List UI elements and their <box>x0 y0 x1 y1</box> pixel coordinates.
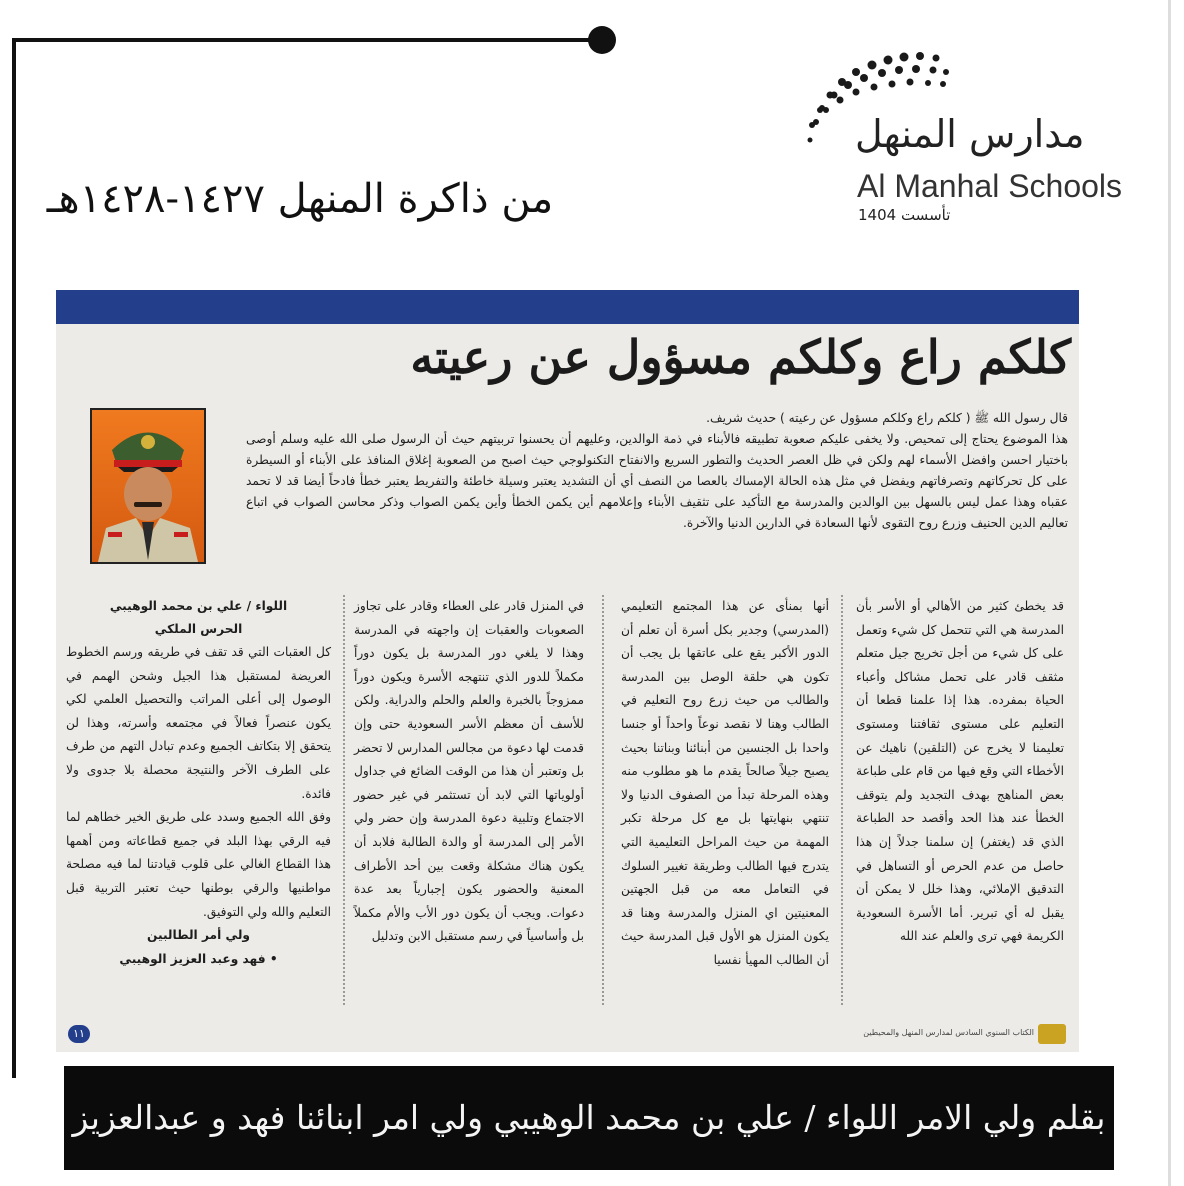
footer-logo-icon <box>1038 1024 1066 1044</box>
article-column-2 <box>621 595 829 973</box>
frame-dot <box>588 26 616 54</box>
author-portrait <box>90 408 206 564</box>
frame-line-right <box>1168 0 1171 1186</box>
article-column-4 <box>66 595 331 971</box>
column-text: وفق الله الجميع وسدد على طريق الخير خطاهم لما فيه الرقي بهذا البلد في جميع قطاعاته ومن أهمها هذا القطاع الغالي على قلوب قيادتنا لما فيه مصلحة مواطنيها والرقي بوطنها حيث تعتبر التربية قبل التعليم والله ولي التوفيق. <box>66 810 331 919</box>
article-intro <box>246 408 1068 534</box>
memory-title: من ذاكرة المنهل ١٤٢٧-١٤٢٨هـ <box>46 176 554 222</box>
page-number: ١١ <box>68 1025 90 1043</box>
newspaper-clipping <box>56 290 1079 1052</box>
logo-arabic-name: مدارس المنهل <box>855 112 1085 156</box>
frame-line-left <box>12 38 16 1078</box>
logo-english-name: Al Manhal Schools <box>857 168 1123 204</box>
article-column-3 <box>354 595 584 949</box>
column-text: كل العقبات التي قد تقف في طريقه ورسم الخطوط العريضة لمستقبل هذا الجيل وشحن الهمم في الوصول إلى أعلى المراتب والتحصيل العلمي لكي يكون عنصراً فعالاً في مجتمعه وأسرته، وهذا لن يتحقق إلا بتكاتف الجميع وعدم تبادل التهم من طرف على الطرف الآخر والنتيجة محصلة بلا جدوى ولا فائدة. <box>66 645 331 801</box>
author-name: اللواء / علي بن محمد الوهيبي <box>109 599 288 613</box>
caption-text: بقلم ولي الامر اللواء / علي بن محمد الوهيبي ولي امر ابنائنا فهد و عبدالعزيز <box>72 1098 1106 1137</box>
intro-line: قال رسول الله ﷺ ( كلكم راع وكلكم مسؤول عن رعيته ) حديث شريف. <box>706 411 1068 425</box>
column-text: في المنزل قادر على العطاء وقادر على تجاوز الصعوبات والعقبات إن واجهته في المدرسة وهذا لا يلغي دور المدرسة بل يكون دوراً مكملاً للدور الذي تنتهجه الأسرة ويكون دوراً ممزوجاً بالخبرة والعلم والحلم والدراية. ولكن للأسف أن معظم الأسر السعودية حتى وإن قدمت لها دعوة من مجالس المدارس لا تحضر بل وتعتبر أن هذا من الوقت الضائع في جداول أولوياتها التي لابد أن تستثمر في غير حضور الاجتماع وتلبية دعوة المدرسة وإن حضر ولي الأمر إلى المدرسة أو والدة الطالبة فلابد أن يكون هناك مشكلة وقعت بين أحد الأطراف المعنية والحضور يكون إجبارياً بعد عدة دعوات. ويجب أن يكون دور الأب والأم مكملاً بل وأساسياً في رسم مستقبل الابن وتدليل <box>354 599 584 944</box>
column-separator <box>602 595 604 1005</box>
signature-names: • فهد وعبد العزيز الوهيبي <box>119 951 278 966</box>
logo-established: تأسست 1404 <box>858 206 951 224</box>
column-text: أنها بمنأى عن هذا المجتمع التعليمي (المدرسي) وجدير بكل أسرة أن تعلم أن الدور الأكبر يقع على عاتقها بل يجب أن تكون هي حلقة الوصل بين المدرسة والطالب من حيث زرع روح التعليم في الطالب وهنا لا نقصد نوعاً واحداً أو جنسا واحدا بل الجنسين من أبنائنا وبناتنا بحيث يصبح جيلاً صالحاً يقدم ما هو مطلوب منه وهذه المرحلة تبدأ من الصفوف الدنيا ولا تنتهي بنهايتها بل مع كل مرحلة تكبر المهمة من حيث المراحل التعليمية التي يتدرج فيها الطالب وطريقة تغيير السلوك في التعامل معه من قبل الجهتين المعنيتين اي المنزل والمدرسة وهنا قد يكون المنزل هو الأول قبل المدرسة حيث أن الطالب المهيأ نفسيا <box>621 599 829 967</box>
column-text: قد يخطئ كثير من الأهالي أو الأسر بأن المدرسة هي التي تتحمل كل شيء وتعمل على كل شيء من أجل تخريج جيل متعلم مثقف قادر على تحمل مشاكل وأعباء الحياة بمفرده. هذا إذا علمنا قطعا أن التعليم على مستوى ثقافتنا ومستوى تعليمنا لا يخرج عن (التلقين) ناهيك عن الأخطاء التي وقع فيها من قام على طباعة بعض المناهج بهدف التجديد ولم يتوقف الخطأ عند هذا الحد وأقصد حد الطباعة الذي قد (يغتفر) إن سلمنا جدلاً إن هذا حاصل من عدم الحرص أو التساهل في التدقيق الإملائي، وهذا خلل لا يمكن أن يقبل له أي تبرير. أما الأسرة السعودية الكريمة فهي ترى والعلم عند الله <box>856 599 1064 944</box>
column-separator <box>841 595 843 1005</box>
article-headline: كلكم راع وكلكم مسؤول عن رعيته <box>410 330 1071 384</box>
frame-line-top <box>12 38 602 42</box>
signature-role: ولي أمر الطالبين <box>147 928 250 943</box>
officer-portrait-icon <box>92 410 204 562</box>
caption-bar <box>64 1066 1114 1170</box>
clipping-footer-text: الكتاب السنوي السادس لمدارس المنهل والمحيطين <box>863 1028 1034 1037</box>
column-separator <box>343 595 345 1005</box>
article-column-1 <box>856 595 1064 949</box>
author-unit: الحرس الملكي <box>154 622 243 636</box>
clipping-top-banner <box>56 290 1079 324</box>
intro-paragraph: هذا الموضوع يحتاج إلى تمحيص. ولا يخفى عليكم صعوبة تطبيقه فالأبناء في ذمة الوالدين، وعليهم أن يحسنوا تربيتهم حيث أن الرسول صلى الله عليه وسلم أوصى باختيار احسن وافضل الأسماء لهم ولكن في ظل العصر الحديث والتطور السريع والانفتاح التكنولوجي حيث اصبح من الصعوبة إغلاق المنافذ على الأبناء أو السيطرة على كل تحركاتهم وتصرفاتهم ويفضل في مثل هذه الحالة الإمساك بالعصا من النصف أي أن التشديد يعتبر وسيلة خاطئة والتفريط يعتبر خطأ فادحاً أيضا قد لا تحمد عقباه وهذا عمل ليس بالسهل بين الوالدين والمدرسة مع التأكيد على تثقيف الأبناء وإعلامهم أين يكمن الخطأ وأين يكمن الصواب وذكر محاسن الصواب في اتباع تعاليم الدين الحنيف وزرع روح التقوى لأنها السعادة في الدارين الدنيا والآخرة. <box>246 432 1068 530</box>
